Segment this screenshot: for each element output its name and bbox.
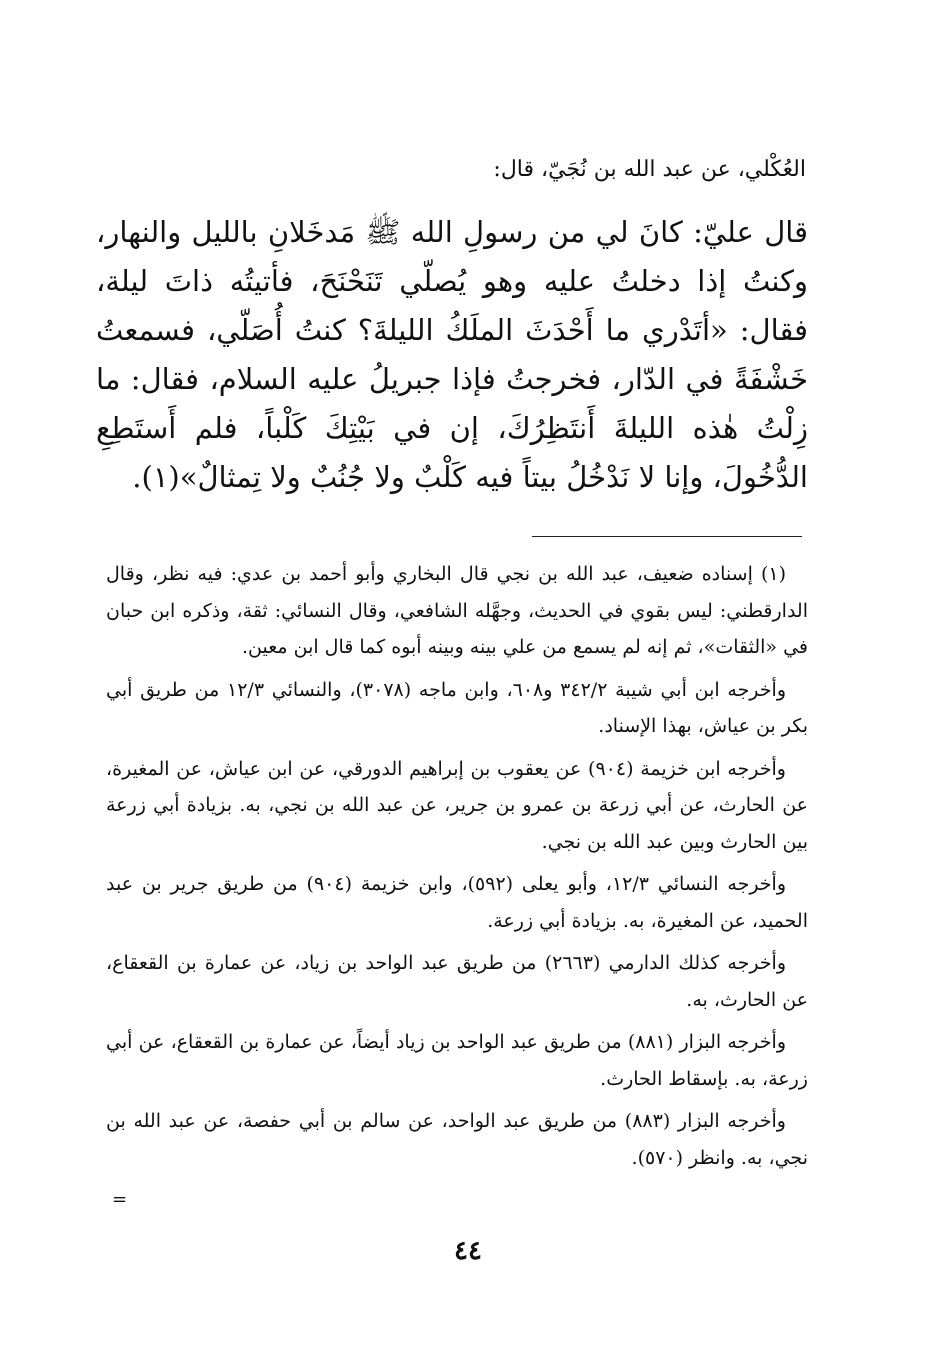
continuation-mark: =	[112, 1189, 128, 1210]
footnote-paragraph: وأخرجه ابن خزيمة (٩٠٤) عن يعقوب بن إبراهيم الدورقي، عن ابن عياش، عن المغيرة، عن الحارث، عن أبي زرعة بن عمرو بن جرير، عن عبد الله بن نجي، به. بزيادة أبي زرعة بين الحارث وبين عبد الله بن نجي.	[106, 757, 808, 853]
hadith-text: قال عليّ: كانَ لي من رسولِ الله ﷺ مَدخَلانِ بالليل والنهار، وكنتُ إذا دخلتُ عليه وهو يُصلّي تَنَحْنَحَ، فأتيتُه ذاتَ ليلة، فقال: «أتَدْري ما أَحْدَثَ الملَكُ الليلةَ؟ كنتُ أُصَلّي، فسمعتُ خَشْفَةً في الدّار، فخرجتُ فإذا جبريلُ عليه السلام، فقال: ما زِلْتُ هٰذه الليلةَ أَنتَظِرُكَ، إن في بَيْتِكَ كَلْباً، فلم أَستَطِعِ الدُّخُولَ، وإنا لا نَدْخُلُ بيتاً فيه كَلْبٌ ولا جُنُبٌ ولا تِمثالٌ»(١).	[96, 215, 808, 494]
footnote-paragraph: وأخرجه البزار (٨٨٣) من طريق عبد الواحد، عن سالم بن أبي حفصة، عن عبد الله بن نجي، به. وانظر (٥٧٠).	[106, 1110, 808, 1169]
footnote-paragraph: وأخرجه ابن أبي شيبة ٣٤٢/٢ و٦٠٨، وابن ماجه (٣٠٧٨)، والنسائي ١٢/٣ من طريق أبي بكر بن عياش، بهذا الإسناد.	[106, 678, 808, 737]
footnotes	[106, 556, 808, 1182]
footnote-paragraph: (١) إسناده ضعيف، عبد الله بن نجي قال البخاري وأبو أحمد بن عدي: فيه نظر، وقال الدارقطني: ليس بقوي في الحديث، وجهَّله الشافعي، وقال النسائي: ثقة، وذكره ابن حبان في «الثقات»، ثم إنه لم يسمع من علي بينه وبينه أبوه كما قال ابن معين.	[106, 563, 808, 658]
footnote-paragraph: وأخرجه النسائي ١٢/٣، وأبو يعلى (٥٩٢)، وابن خزيمة (٩٠٤) من طريق جرير بن عبد الحميد، عن المغيرة، به. بزيادة أبي زرعة.	[106, 873, 808, 932]
footnote-paragraph: وأخرجه البزار (٨٨١) من طريق عبد الواحد بن زياد أيضاً، عن عمارة بن القعقاع، عن أبي زرعة، به. بإسقاط الحارث.	[106, 1031, 808, 1090]
page-number: ٤٤	[454, 1236, 482, 1266]
footnote-separator	[532, 536, 802, 537]
intro-line: العُكْلي، عن عبد الله بن نُجَيّ، قال:	[493, 157, 806, 182]
footnote-paragraph: وأخرجه كذلك الدارمي (٢٦٦٣) من طريق عبد الواحد بن زياد، عن عمارة بن القعقاع، عن الحارث، به.	[106, 952, 808, 1011]
